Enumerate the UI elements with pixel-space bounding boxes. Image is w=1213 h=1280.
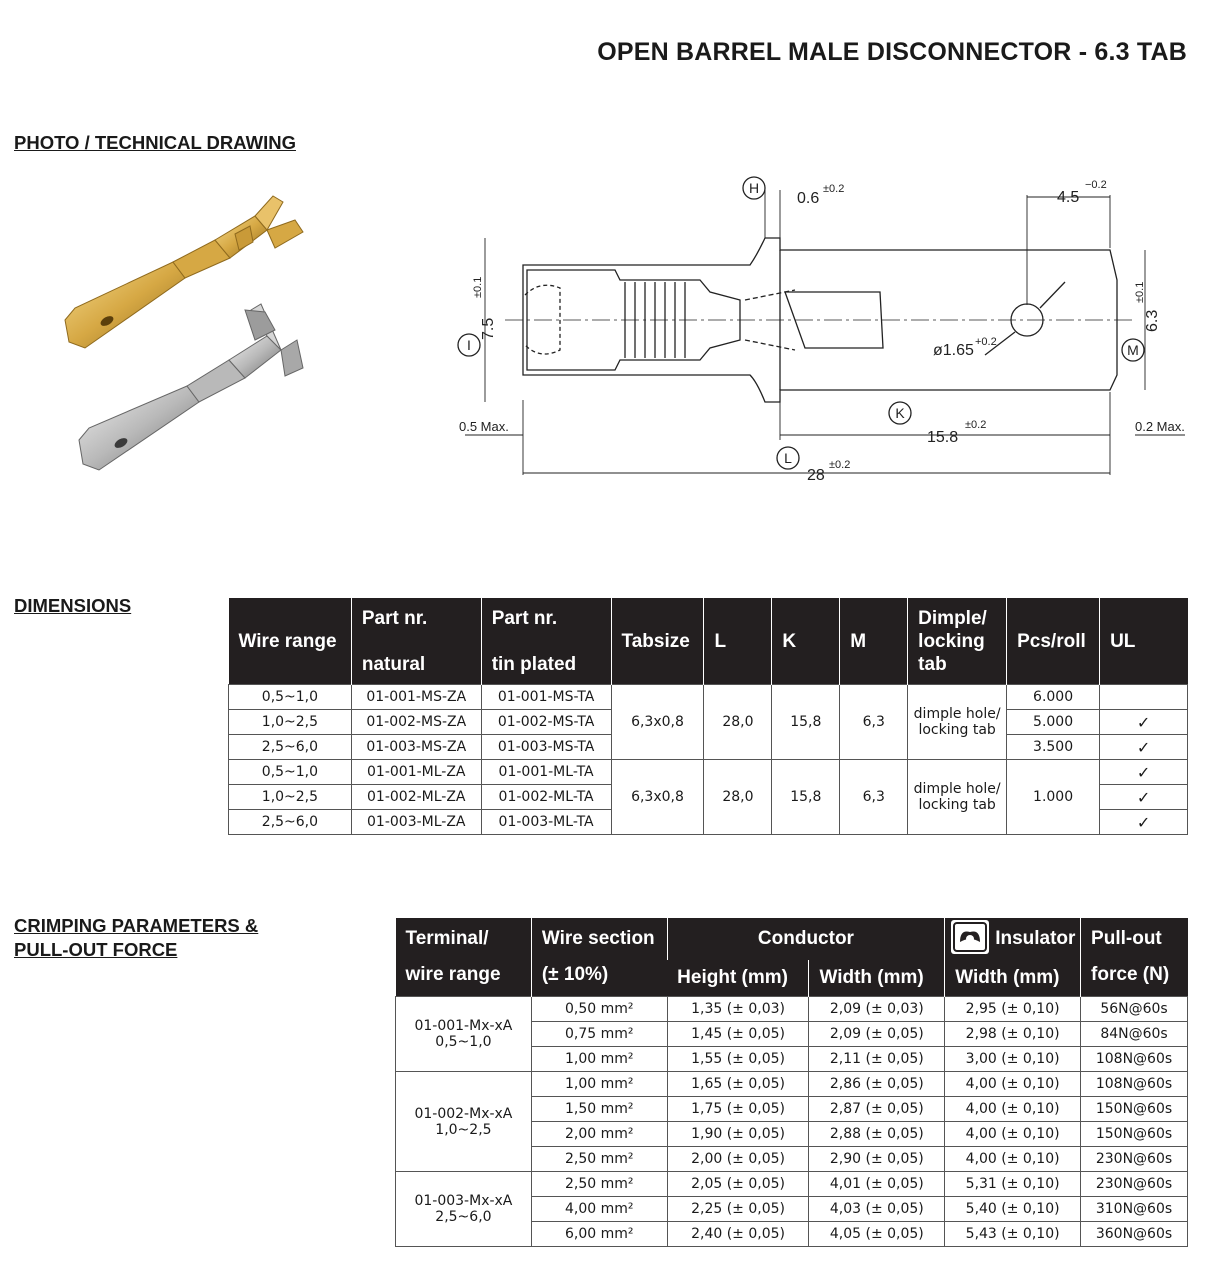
col-ul: UL [1100,598,1188,685]
col-tabsize: Tabsize [611,598,704,685]
cell-pcs: 3.500 [1007,735,1100,760]
cell-tin: 01-002-ML-TA [481,785,611,810]
col-K: K [772,598,840,685]
cell-ins-width: 5,31 (± 0,10) [945,1172,1081,1197]
col-part-tin: Part nr. tin plated [481,598,611,685]
dim-0.6-tol: ±0.2 [823,183,845,195]
cell-tin: 01-001-MS-TA [481,685,611,710]
cell-wire: 0,5~1,0 [229,685,352,710]
cell-width: 2,09 (± 0,03) [809,997,945,1022]
cell-height: 1,65 (± 0,05) [667,1072,809,1097]
col-wire-range: Wire range [229,598,352,685]
cell-section: 1,00 mm² [531,1047,667,1072]
dim-7.5: 7.5 [480,317,497,340]
cell-ins-width: 5,43 (± 0,10) [945,1222,1081,1247]
cell-M: 6,3 [840,760,908,835]
cell-height: 2,00 (± 0,05) [667,1147,809,1172]
col-insulator: Insulator [945,918,1081,960]
cell-natural: 01-002-ML-ZA [351,785,481,810]
cell-width: 2,90 (± 0,05) [809,1147,945,1172]
col-L: L [704,598,772,685]
col-dimple: Dimple/ locking tab [908,598,1007,685]
dim-6.3-tol: ±0.1 [1134,281,1146,303]
cell-natural: 01-003-ML-ZA [351,810,481,835]
table-row [229,760,1188,785]
col-conductor: Conductor [667,918,945,960]
cell-L: 28,0 [704,685,772,760]
cell-section: 4,00 mm² [531,1197,667,1222]
section-heading-photo: PHOTO / TECHNICAL DRAWING [14,132,296,153]
dim-1.65-tol: +0.2 [975,336,997,348]
dim-0.2-max: 0.2 Max. [1135,419,1185,434]
cell-tin: 01-003-ML-TA [481,810,611,835]
cell-width: 4,01 (± 0,05) [809,1172,945,1197]
crimping-header-row-1 [396,918,1188,960]
dim-0.6: 0.6 [797,190,820,207]
col-part-natural: Part nr. natural [351,598,481,685]
cell-natural: 01-001-ML-ZA [351,760,481,785]
cell-pull-out: 150N@60s [1081,1122,1188,1147]
cell-width: 2,86 (± 0,05) [809,1072,945,1097]
cell-pcs: 5.000 [1007,710,1100,735]
check-icon: ✓ [1100,710,1188,735]
cell-width: 4,05 (± 0,05) [809,1222,945,1247]
cell-wire: 2,5~6,0 [229,735,352,760]
cell-ins-width: 2,95 (± 0,10) [945,997,1081,1022]
cell-height: 2,05 (± 0,05) [667,1172,809,1197]
cell-natural: 01-001-MS-ZA [351,685,481,710]
page-title: OPEN BARREL MALE DISCONNECTOR - 6.3 TAB [597,38,1187,66]
cell-height: 1,75 (± 0,05) [667,1097,809,1122]
cell-height: 2,25 (± 0,05) [667,1197,809,1222]
table-row [396,1072,1188,1097]
table-row [229,685,1188,710]
cell-height: 1,35 (± 0,03) [667,997,809,1022]
cell-pcs: 6.000 [1007,685,1100,710]
cell-wire: 1,0~2,5 [229,710,352,735]
col-ins-width: Width (mm) [945,960,1081,997]
cell-section: 6,00 mm² [531,1222,667,1247]
cell-tabsize: 6,3x0,8 [611,760,704,835]
check-icon: ✓ [1100,785,1188,810]
cell-section: 0,50 mm² [531,997,667,1022]
dim-28: 28 [807,467,825,484]
cell-ul [1100,685,1188,710]
cell-ins-width: 5,40 (± 0,10) [945,1197,1081,1222]
cell-pull-out: 310N@60s [1081,1197,1188,1222]
cell-section: 2,50 mm² [531,1147,667,1172]
cell-wire: 1,0~2,5 [229,785,352,810]
cell-tin: 01-001-ML-TA [481,760,611,785]
cell-dimple: dimple hole/ locking tab [908,760,1007,835]
crimping-table [395,918,1188,1247]
label-I: I [467,337,471,353]
col-height: Height (mm) [667,960,809,997]
cell-dimple: dimple hole/ locking tab [908,685,1007,760]
cell-height: 1,45 (± 0,05) [667,1022,809,1047]
cell-pull-out: 360N@60s [1081,1222,1188,1247]
cell-section: 0,75 mm² [531,1022,667,1047]
product-photo [55,190,325,490]
section-heading-crimping: CRIMPING PARAMETERS & PULL-OUT FORCE [14,915,259,960]
cell-terminal: 01-002-Mx-xA 1,0~2,5 [396,1072,532,1172]
col-terminal: Terminal/ wire range [396,918,532,997]
cell-width: 2,09 (± 0,05) [809,1022,945,1047]
cell-section: 1,00 mm² [531,1072,667,1097]
cell-section: 1,50 mm² [531,1097,667,1122]
section-heading-dimensions: DIMENSIONS [14,595,132,616]
dimensions-table [228,598,1188,835]
cell-pull-out: 108N@60s [1081,1047,1188,1072]
cell-width: 4,03 (± 0,05) [809,1197,945,1222]
cell-natural: 01-002-MS-ZA [351,710,481,735]
cell-height: 1,55 (± 0,05) [667,1047,809,1072]
check-icon: ✓ [1100,735,1188,760]
table-row [396,997,1188,1022]
check-icon: ✓ [1100,760,1188,785]
cell-ins-width: 3,00 (± 0,10) [945,1047,1081,1072]
col-width: Width (mm) [809,960,945,997]
cell-pull-out: 84N@60s [1081,1022,1188,1047]
dim-28-tol: ±0.2 [829,459,851,471]
cell-ins-width: 4,00 (± 0,10) [945,1097,1081,1122]
dimensions-header-row [229,598,1188,685]
dim-1.65: ø1.65 [933,342,974,359]
cell-K: 15,8 [772,685,840,760]
dim-15.8: 15.8 [927,429,959,446]
cell-pull-out: 230N@60s [1081,1172,1188,1197]
cell-ins-width: 2,98 (± 0,10) [945,1022,1081,1047]
label-L: L [784,450,792,466]
cell-tin: 01-003-MS-TA [481,735,611,760]
cell-width: 2,87 (± 0,05) [809,1097,945,1122]
cell-section: 2,50 mm² [531,1172,667,1197]
cell-natural: 01-003-MS-ZA [351,735,481,760]
cell-M: 6,3 [840,685,908,760]
cell-pull-out: 108N@60s [1081,1072,1188,1097]
cell-ins-width: 4,00 (± 0,10) [945,1147,1081,1172]
col-pull-out: Pull-out force (N) [1081,918,1188,997]
label-H: H [748,180,760,196]
cell-pull-out: 230N@60s [1081,1147,1188,1172]
dim-15.8-tol: ±0.2 [965,419,987,431]
col-pcs-roll: Pcs/roll [1007,598,1100,685]
cell-pcs: 1.000 [1007,760,1100,835]
cell-ins-width: 4,00 (± 0,10) [945,1072,1081,1097]
cell-terminal: 01-001-Mx-xA 0,5~1,0 [396,997,532,1072]
label-K: K [895,405,905,421]
check-icon: ✓ [1100,810,1188,835]
technical-drawing [445,170,1205,500]
col-wire-section: Wire section (± 10%) [531,918,667,997]
cell-section: 2,00 mm² [531,1122,667,1147]
insulator-crimp-icon [951,920,989,954]
cell-pull-out: 150N@60s [1081,1097,1188,1122]
dim-7.5-tol: ±0.1 [472,276,484,298]
cell-wire: 0,5~1,0 [229,760,352,785]
cell-tin: 01-002-MS-TA [481,710,611,735]
cell-height: 1,90 (± 0,05) [667,1122,809,1147]
dim-0.5-max: 0.5 Max. [459,419,509,434]
dim-4.5: 4.5 [1057,189,1080,206]
cell-terminal: 01-003-Mx-xA 2,5~6,0 [396,1172,532,1247]
table-row [396,1172,1188,1197]
cell-width: 2,11 (± 0,05) [809,1047,945,1072]
cell-K: 15,8 [772,760,840,835]
col-M: M [840,598,908,685]
cell-tabsize: 6,3x0,8 [611,685,704,760]
cell-width: 2,88 (± 0,05) [809,1122,945,1147]
label-M: M [1127,342,1139,358]
cell-ins-width: 4,00 (± 0,10) [945,1122,1081,1147]
dim-6.3: 6.3 [1144,309,1161,332]
cell-wire: 2,5~6,0 [229,810,352,835]
cell-pull-out: 56N@60s [1081,997,1188,1022]
cell-height: 2,40 (± 0,05) [667,1222,809,1247]
cell-L: 28,0 [704,760,772,835]
dim-4.5-tol: −0.2 [1085,179,1107,191]
